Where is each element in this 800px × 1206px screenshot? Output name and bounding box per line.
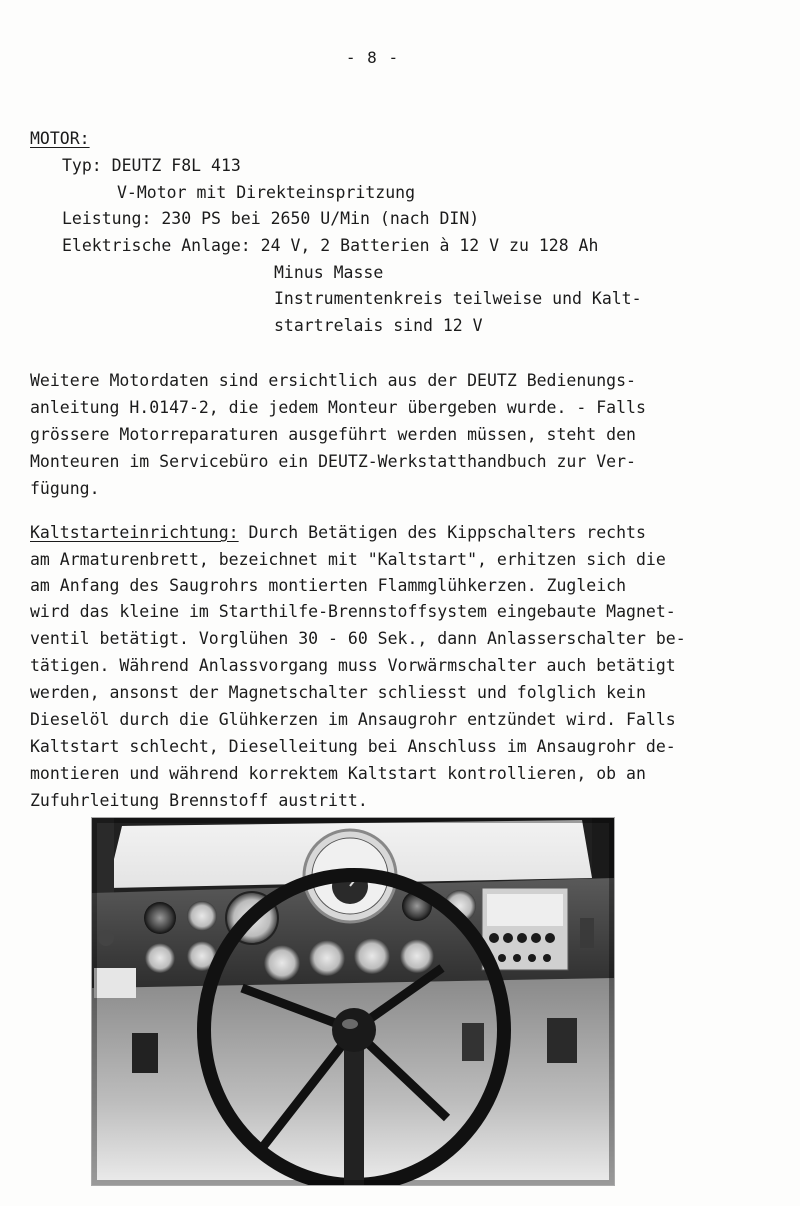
kaltstart-line: Zufuhrleitung Brennstoff austritt. [30, 791, 368, 810]
kaltstart-line: wird das kleine im Starthilfe-Brennstoffsystem eingebaute Magnet- [30, 602, 676, 621]
dashboard-photo [92, 818, 614, 1185]
kaltstart-first-line-text: Durch Betätigen des Kippschalters rechts [238, 523, 646, 542]
motor-heading: MOTOR: [30, 129, 90, 148]
motor-power: Leistung: 230 PS bei 2650 U/Min (nach DIN) [62, 209, 480, 228]
paragraph-line: anleitung H.0147-2, die jedem Monteur übergeben wurde. - Falls [30, 398, 646, 417]
paragraph-line: Monteuren im Servicebüro ein DEUTZ-Werkstatthandbuch zur Ver- [30, 452, 636, 471]
kaltstart-line: montieren und während korrektem Kaltstart kontrollieren, ob an [30, 764, 646, 783]
paragraph-line: Weitere Motordaten sind ersichtlich aus der DEUTZ Bedienungs- [30, 371, 636, 390]
electrical-instrument-circuit: Instrumentenkreis teilweise und Kalt- [274, 289, 642, 308]
electrical-ground: Minus Masse [274, 263, 384, 282]
kaltstart-line: Kaltstart schlecht, Dieselleitung bei Anschluss im Ansaugrohr de- [30, 737, 676, 756]
motor-type: Typ: DEUTZ F8L 413 [62, 156, 241, 175]
kaltstart-line: am Armaturenbrett, bezeichnet mit "Kaltstart", erhitzen sich die [30, 550, 666, 569]
kaltstart-first-line [30, 525, 646, 542]
page-number: - 8 - [345, 48, 400, 67]
kaltstart-heading: Kaltstarteinrichtung: [30, 523, 239, 542]
kaltstart-line: tätigen. Während Anlassvorgang muss Vorwärmschalter auch betätigt [30, 656, 676, 675]
motor-type-description: V-Motor mit Direkteinspritzung [117, 183, 416, 202]
kaltstart-line: Dieselöl durch die Glühkerzen im Ansaugrohr entzündet wird. Falls [30, 710, 676, 729]
kaltstart-line: ventil betätigt. Vorglühen 30 - 60 Sek., dann Anlasserschalter be- [30, 629, 686, 648]
kaltstart-line: werden, ansonst der Magnetschalter schliesst und folglich kein [30, 683, 646, 702]
kaltstart-line: am Anfang des Saugrohrs montierten Flammglühkerzen. Zugleich [30, 576, 627, 595]
electrical-system: Elektrische Anlage: 24 V, 2 Batterien à 12 V zu 128 Ah [62, 236, 599, 255]
paragraph-line: fügung. [30, 479, 100, 498]
electrical-start-relay: startrelais sind 12 V [274, 316, 483, 335]
paragraph-line: grössere Motorreparaturen ausgeführt werden müssen, steht den [30, 425, 636, 444]
